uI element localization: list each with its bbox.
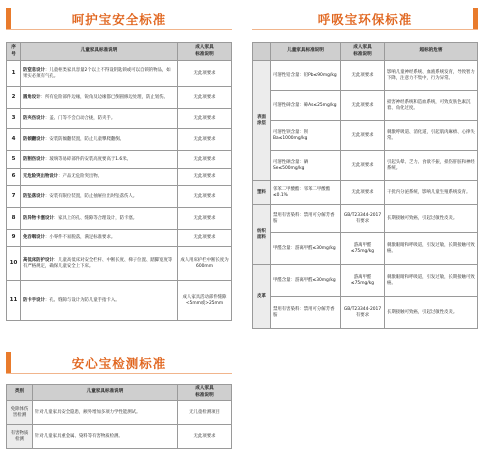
- row-harm: 刺激呼吸道、消化道，引起肌肉麻痹、心律失常。: [385, 121, 478, 151]
- row-feature-desc: ：小零件不易脱落，满足标准要求。: [44, 235, 116, 241]
- title-accent: [473, 8, 478, 30]
- row-feature-desc: ：孔、缝隙与设计为防儿童手指卡入。: [44, 297, 120, 303]
- row-desc: 针对儿童家具重金属、染料等有害物质检测。: [33, 425, 178, 449]
- left-title: 呵护宝安全标准: [71, 12, 167, 27]
- bottom-table: [6, 384, 232, 449]
- row-adult: 无此项要求: [341, 181, 385, 205]
- right-title-bar: [252, 8, 478, 30]
- table-row: [7, 169, 232, 186]
- row-harm: 损害神经系统和造血系统，可致皮肤色素沉着、角化过度。: [385, 91, 478, 121]
- table-row: [253, 121, 478, 151]
- title-accent: [6, 8, 11, 30]
- row-adult: 无此项要求: [341, 91, 385, 121]
- row-desc: [21, 186, 178, 208]
- row-desc: 甲醛含量：游离甲醛≤30mg/kg: [271, 265, 341, 297]
- table-row: [7, 109, 232, 129]
- table-row: [253, 265, 478, 297]
- row-harm: 刺激眼睛和呼吸道，引发过敏，长期接触可致癌。: [385, 233, 478, 265]
- row-number: 7: [7, 186, 21, 208]
- table-row: [253, 181, 478, 205]
- row-desc: [21, 109, 178, 129]
- row-number: 11: [7, 281, 21, 321]
- row-desc: 邻苯二甲酸酯：邻苯二甲酸酯≤0.1%: [271, 181, 341, 205]
- row-adult: 成人家具活动部件缝隙<5mm或>25mm: [178, 281, 232, 321]
- row-adult: 无此项要求: [341, 61, 385, 91]
- right-table: [252, 42, 478, 329]
- row-feature-name: 防异物卡塞设计: [23, 215, 54, 221]
- row-adult: 无儿童检测项目: [178, 401, 232, 425]
- header-adult: 成人家具 标准说明: [178, 43, 232, 61]
- row-feature-desc: ：安装有限位装置，防止抽屉拉出时坠落伤人。: [44, 193, 138, 199]
- header-category: 类别: [7, 385, 33, 401]
- row-feature-name: 圆角设计: [23, 94, 41, 100]
- row-harm: 影响儿童神经系统、血液系统发育，导致智力下降，注意力不集中，行为异常。: [385, 61, 478, 91]
- row-adult: 无此项要求: [178, 151, 232, 169]
- title-underline: [6, 29, 232, 30]
- header-adult: 成人家具 标准说明: [341, 43, 385, 61]
- row-desc: 可溶性砷含量：砷As≤25mg/kg: [271, 91, 341, 121]
- row-feature-name: 防坠落设计: [23, 193, 45, 199]
- right-table-body: [253, 61, 478, 329]
- row-adult: 无此项要求: [178, 208, 232, 230]
- row-adult: GB/T23344-2017有要求: [341, 297, 385, 329]
- row-desc: [21, 247, 178, 281]
- row-feature-name: 高低床防护设计: [23, 257, 54, 263]
- row-feature-desc: ：盖、门等不会自动合拢，防夹手。: [44, 115, 116, 121]
- table-row: [253, 151, 478, 181]
- table-row: [7, 151, 232, 169]
- table-row: [253, 61, 478, 91]
- bottom-panel: [6, 352, 232, 449]
- row-feature-desc: ：家具上的孔、缝隙等合理设计，防卡塞。: [53, 215, 138, 221]
- right-panel: [252, 8, 478, 329]
- header-kids: 儿童家具标准说明: [33, 385, 178, 401]
- left-table: [6, 42, 232, 321]
- row-feature-name: 无危险突出物设计: [23, 174, 59, 180]
- row-feature-name: 防卡手设计: [23, 297, 45, 303]
- row-desc: [21, 151, 178, 169]
- header-category: [253, 43, 271, 61]
- row-feature-name: 防倾翻设计: [23, 136, 45, 142]
- row-feature-name: 免吞咽设计: [23, 235, 45, 241]
- row-feature-desc: ：安装防倾翻装置，防止儿童攀爬翻倒。: [44, 136, 125, 142]
- left-table-body: [7, 61, 232, 321]
- row-feature-desc: ：儿童柜类家具容量2个以上不得设钥匙锁或可以自锁的物品，如果实必须有气孔。: [23, 67, 171, 79]
- row-adult: 游离甲醛≤75mg/kg: [341, 265, 385, 297]
- row-desc: 针对儿童家具安全隐患，额外增加多项力学性能测试。: [33, 401, 178, 425]
- header-index: 序号: [7, 43, 21, 61]
- row-adult: 无此项要求: [178, 169, 232, 186]
- row-desc: 禁用有害染料：禁用可分解芳香胺: [271, 297, 341, 329]
- table-row: [7, 87, 232, 109]
- row-number: 1: [7, 61, 21, 87]
- row-desc: [21, 169, 178, 186]
- row-feature-name: 防窒息设计: [23, 67, 45, 73]
- row-feature-name: 防夹伤设计: [23, 115, 45, 121]
- left-title-bar: [6, 8, 232, 30]
- row-category: 表面涂层: [253, 61, 271, 181]
- title-underline: [6, 373, 232, 374]
- row-adult: 游离甲醛≤75mg/kg: [341, 233, 385, 265]
- row-category: 纺织面料: [253, 205, 271, 265]
- row-harm: 干扰内分泌系统，影响儿童生殖系统发育。: [385, 181, 478, 205]
- row-adult: 无此项要求: [341, 121, 385, 151]
- row-number: 5: [7, 151, 21, 169]
- row-harm: 引起头晕、乏力、食欲不振，损伤肝脏和神经系统。: [385, 151, 478, 181]
- row-number: 4: [7, 129, 21, 151]
- row-desc: 可溶性钡含量：钡Ba≤1000mg/kg: [271, 121, 341, 151]
- row-feature-desc: ：产品无危险突出物。: [58, 174, 103, 180]
- table-row: [253, 205, 478, 233]
- bottom-title-bar: [6, 352, 232, 374]
- row-adult: 无此项要求: [178, 230, 232, 247]
- row-feature-desc: ：所有危险部件边缘，锐角及边缘都已倒圆修边处理，防止划伤。: [40, 94, 168, 100]
- row-desc: 可溶性硒含量：硒Se≤500mg/kg: [271, 151, 341, 181]
- row-category: 皮革: [253, 265, 271, 329]
- row-desc: [21, 230, 178, 247]
- row-desc: [21, 129, 178, 151]
- header-adult: 成人家具 标准说明: [178, 385, 232, 401]
- row-desc: 禁用有害染料：禁用可分解芳香胺: [271, 205, 341, 233]
- row-desc: 甲醛含量：游离甲醛≤30mg/kg: [271, 233, 341, 265]
- title-underline: [252, 29, 478, 30]
- row-harm: 长期接触可致癌，引起过敏性皮炎。: [385, 297, 478, 329]
- left-panel: [6, 8, 232, 321]
- table-row: [253, 91, 478, 121]
- header-harm: 超标的危害: [385, 43, 478, 61]
- bottom-title: 安心宝检测标准: [71, 356, 167, 371]
- row-desc: [21, 87, 178, 109]
- row-adult: 无此项要求: [178, 186, 232, 208]
- row-number: 2: [7, 87, 21, 109]
- table-row: [7, 61, 232, 87]
- row-feature-name: 防割伤设计: [23, 156, 45, 162]
- right-title: 呼吸宝环保标准: [317, 12, 413, 27]
- row-number: 3: [7, 109, 21, 129]
- title-accent: [6, 352, 11, 374]
- header-kids: 儿童家具标准说明: [21, 43, 178, 61]
- table-row: [7, 186, 232, 208]
- row-number: 9: [7, 230, 21, 247]
- table-row: [7, 129, 232, 151]
- row-adult: 无此项要求: [178, 109, 232, 129]
- table-row: [7, 281, 232, 321]
- row-adult: 无此项要求: [178, 61, 232, 87]
- table-row: [7, 230, 232, 247]
- row-feature-desc: ：儿童高低床对安全栏杆、中断长度、梯子位置、踏脚宽度等有严格规定，确保儿童安全上下床。: [23, 257, 173, 269]
- row-desc: [21, 61, 178, 87]
- row-adult: 无此项要求: [178, 87, 232, 109]
- row-category: 有害物质检测: [7, 425, 33, 449]
- row-feature-desc: ：玻璃等易碎部件的安装高度要高于1.6米。: [44, 156, 131, 162]
- row-desc: 可溶性铅含量：铅Pb≤90mg/kg: [271, 61, 341, 91]
- row-number: 6: [7, 169, 21, 186]
- row-adult: 无此项要求: [341, 151, 385, 181]
- row-adult: 无此项要求: [178, 129, 232, 151]
- row-adult: 无此项要求: [178, 425, 232, 449]
- table-row: [253, 233, 478, 265]
- row-number: 8: [7, 208, 21, 230]
- row-number: 10: [7, 247, 21, 281]
- row-category: 塑料: [253, 181, 271, 205]
- table-row: [253, 297, 478, 329]
- table-row: [7, 425, 232, 449]
- table-row: [7, 208, 232, 230]
- table-row: [7, 401, 232, 425]
- row-adult: GB/T23344-2017有要求: [341, 205, 385, 233]
- row-adult: 成人用床护栏中断长度为600mm: [178, 247, 232, 281]
- header-kids: 儿童家具标准说明: [271, 43, 341, 61]
- row-harm: 刺激眼睛和呼吸道，引发过敏，长期接触可致癌。: [385, 265, 478, 297]
- row-harm: 长期接触可致癌，引起过敏性皮炎。: [385, 205, 478, 233]
- row-desc: [21, 208, 178, 230]
- table-row: [7, 247, 232, 281]
- row-desc: [21, 281, 178, 321]
- row-category: 免除体伤害检测: [7, 401, 33, 425]
